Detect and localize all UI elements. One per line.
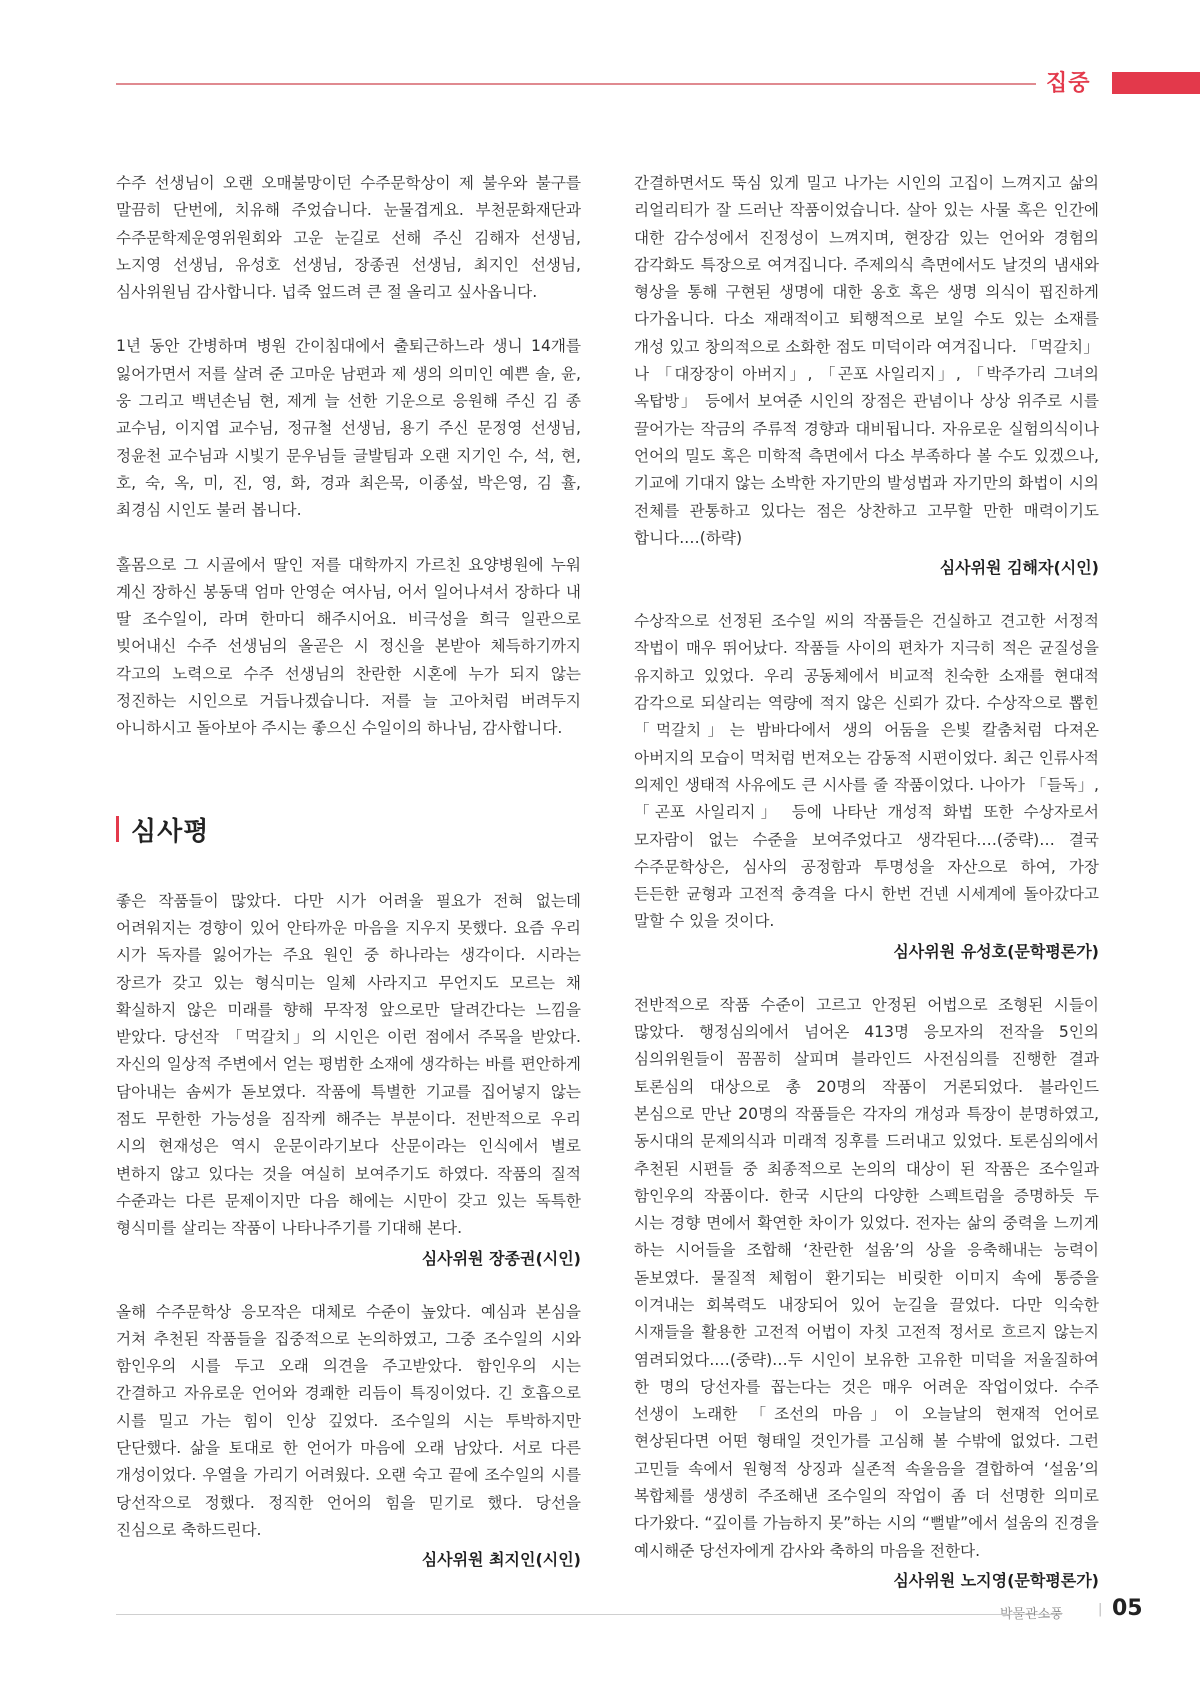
heading-accent-bar xyxy=(116,816,119,842)
review-text-yoo: 수상작으로 선정된 조수일 씨의 작품들은 건실하고 견고한 서정적 작법이 매우 뛰어났다. 작품들 사이의 편차가 지극히 적은 균질성을 유지하고 있었다. 우리 공동체에서 비교적 친숙한 소재를 현대적 감각으로 되살리는 역량에 적지 않은 신뢰가 갔다. 수상작으로 뽑힌 「먹갈치」는 밤바다에서 생의 어둠을 은빛 칼춤처럼 다져온 아버지의 모습이 먹처럼 번져오는 감동적 시편이었다. 최근 인류사적 의제인 생태적 사유에도 큰 시사를 줄 작품이었다. 나아가 「들독」, 「곤포 사일리지」 등에 나타난 개성적 화법 또한 수상자로서 모자람이 없는 수준을 보여주었다고 생각된다.…(중략)… 결국 수주문학상은, 심사의 공정함과 투명성을 자산으로 하여, 가장 든든한 균형과 고전적 충격을 다시 한번 건넨 시세계에 돌아갔다고 말할 수 있을 것이다. xyxy=(634,612,1099,931)
review-heading-title: 심사평 xyxy=(131,816,210,847)
acceptance-paragraph-2: 1년 동안 간병하며 병원 간이침대에서 출퇴근하느라 생니 14개를 잃어가면서 저를 살려 준 고마운 남편과 제 생의 의미인 예쁜 솔, 윤, 웅 그리고 백년손님 현, 제게 늘 선한 기운으로 응원해 주신 김 종 교수님, 이지엽 교수님, 정규철 선생님, 용기 주신 문정영 선생님, 정윤천 교수님과 시빛기 문우님들 글발팀과 오랜 지기인 수, 석, 현, 호, 숙, 옥, 미, 진, 영, 화, 경과 최은묵, 이종섶, 박은영, 김 휼, 최경심 시인도 불러 봅니다. xyxy=(116,337,581,520)
footer-rule xyxy=(116,1614,1062,1615)
review-text-kim: 간결하면서도 뚝심 있게 밀고 나가는 시인의 고집이 느껴지고 삶의 리얼리티가 잘 드러난 작품이었습니다. 살아 있는 사물 혹은 인간에 대한 감수성에서 진정성이 느껴지며, 현장감 있는 언어와 경험의 감각화도 특장으로 여겨집니다. 주제의식 측면에서도 날것의 냄새와 형상을 통해 구현된 생명에 대한 옹호 혹은 생명 의식이 핍진하게 다가옵니다. 다소 재래적이고 퇴행적으로 보일 수도 있는 소재를 개성 있고 창의적으로 소화한 점도 미덕이라 여겨집니다. 「먹갈치」나 「대장장이 아버지」, 「곤포 사일리지」, 「박주가리 그녀의 옥탑방」 등에서 보여준 시인의 장점은 관념이나 상상 위주로 시를 끌어가는 작금의 주류적 경향과 대비됩니다. 자유로운 실험의식이나 언어의 밀도 혹은 미학적 측면에서 다소 부족하다 볼 수도 있겠으나, 기교에 기대지 않는 소박한 자기만의 발성법과 자기만의 화법이 시의 전체를 관통하고 있다는 점은 상찬하고 고무할 만한 매력이기도 합니다.…(하략) xyxy=(634,174,1099,547)
footer-magazine-name: 박물관소풍 xyxy=(1000,1607,1063,1622)
review-heading xyxy=(116,811,581,848)
right-column xyxy=(634,170,1099,1594)
review-text-choi: 올해 수주문학상 응모작은 대체로 수준이 높았다. 예심과 본심을 거쳐 추천된 작품들을 집중적으로 논의하였고, 그중 조수일의 시와 함인우의 시를 두고 오래 의견을 주고받았다. 함인우의 시는 간결하고 자유로운 언어와 경쾌한 리듬이 특징이었다. 긴 호흡으로 시를 밀고 가는 힘이 인상 깊었다. 조수일의 시는 투박하지만 단단했다. 삶을 토대로 한 언어가 마음에 오래 남았다. 서로 다른 개성이었다. 우열을 가리기 어려웠다. 오랜 숙고 끝에 조수일의 시를 당선작으로 정했다. 정직한 언어의 힘을 믿기로 했다. 당선을 진심으로 축하드린다. xyxy=(116,1302,581,1539)
acceptance-paragraph-1: 수주 선생님이 오랜 오매불망이던 수주문학상이 제 불우와 불구를 말끔히 단번에, 치유해 주었습니다. 눈물겹게요. 부천문화재단과 수주문학제운영위원회와 고운 눈길로 선해 주신 김해자 선생님, 노지영 선생님, 유성호 선생님, 장종권 선생님, 최지인 선생님, 심사위원님 감사합니다. 넙죽 엎드려 큰 절 올리고 싶사옵니다. xyxy=(116,174,581,302)
review-text-noh: 전반적으로 작품 수준이 고르고 안정된 어법으로 조형된 시들이 많았다. 행정심의에서 넘어온 413명 응모자의 전작을 5인의 심의위원들이 꼼꼼히 살피며 블라인드 사전심의를 진행한 결과 토론심의 대상으로 총 20명의 작품이 거론되었다. 블라인드 본심으로 만난 20명의 작품들은 각자의 개성과 특장이 분명하였고, 동시대의 문제의식과 미래적 징후를 드러내고 있었다. 토론심의에서 추천된 시편들 중 최종적으로 논의의 대상이 된 작품은 조수일과 함인우의 작품이다. 한국 시단의 다양한 스펙트럼을 증명하듯 두 시는 경향 면에서 확연한 차이가 있었다. 전자는 삶의 중력을 느끼게 하는 시어들을 조합해 ‘찬란한 설움’의 상을 응축해내는 능력이 돋보였다. 물질적 체험이 환기되는 비릿한 이미지 속에 통증을 이겨내는 회복력도 내장되어 있어 눈길을 끌었다. 다만 익숙한 시재들을 활용한 고전적 어법이 자칫 고전적 정서로 흐르지 않는지 염려되었다.…(중략)…두 시인이 보유한 고유한 미덕을 저울질하여 한 명의 당선자를 꼽는다는 것은 매우 어려운 작업이었다. 수주 선생이 노래한 「조선의 마음」이 오늘날의 현재적 언어로 현상된다면 어떤 형태일 것인가를 고심해 볼 수밖에 없었다. 그런 고민들 속에서 원형적 상징과 실존적 속울음을 결합하여 ‘설움’의 복합체를 생생히 주조해낸 조수일의 작업이 좀 더 선명한 의미로 다가왔다. “깊이를 가늠하지 못”하는 시의 “뻘밭”에서 설움의 진경을 예시해준 당선자에게 감사와 축하의 마음을 전한다. xyxy=(634,995,1099,1560)
section-label: 집중 xyxy=(1046,71,1091,96)
review-signature-noh: 심사위원 노지영(문학평론가) xyxy=(893,1570,1099,1590)
review-signature-choi: 심사위원 최지인(시인) xyxy=(421,1550,581,1570)
review-signature-kim: 심사위원 김해자(시인) xyxy=(939,558,1099,578)
review-text-jang: 좋은 작품들이 많았다. 다만 시가 어려울 필요가 전혀 없는데 어려워지는 경향이 있어 안타까운 마음을 지우지 못했다. 요즘 우리 시가 독자를 잃어가는 주요 원인 중 하나라는 생각이다. 시라는 장르가 갖고 있는 형식미는 일체 사라지고 무언지도 모르는 채 확실하지 않은 미래를 향해 무작정 앞으로만 달려간다는 느낌을 받았다. 당선작 「먹갈치」의 시인은 이런 점에서 주목을 받았다. 자신의 일상적 주변에서 얻는 평범한 소재에 생각하는 바를 편안하게 담아내는 솜씨가 돋보였다. 작품에 특별한 기교를 집어넣지 않는 점도 무한한 가능성을 짐작케 해주는 부분이다. 전반적으로 우리 시의 현재성은 역시 운문이라기보다 산문이라는 인식에서 별로 변하지 않고 있다는 것을 여실히 보여주기도 하였다. 작품의 질적 수준과는 다른 문제이지만 다음 해에는 시만이 갖고 있는 독특한 형식미를 살리는 작품이 나타나주기를 기대해 본다. xyxy=(116,891,581,1238)
acceptance-paragraph-3: 홀몸으로 그 시골에서 딸인 저를 대학까지 가르친 요양병원에 누워 계신 장하신 봉동댁 엄마 안영순 여사님, 어서 일어나셔서 장하다 내 딸 조수일이, 라며 한마디 해주시어요. 비극성을 희극 일관으로 빚어내신 수주 선생님의 올곧은 시 정신을 본받아 체득하기까지 각고의 노력으로 수주 선생님의 찬란한 시혼에 누가 되지 않는 정진하는 시인으로 거듭나겠습니다. 저를 늘 고아처럼 버려두지 아니하시고 돌아보아 주시는 좋으신 수일이의 하나님, 감사합니다. xyxy=(116,555,581,738)
footer-separator: | xyxy=(1098,1602,1103,1617)
header-rule xyxy=(116,83,1036,85)
left-column xyxy=(116,170,581,1573)
review-signature-yoo: 심사위원 유성호(문학평론가) xyxy=(893,941,1099,961)
header-accent-bar xyxy=(1112,72,1200,94)
review-signature-jang: 심사위원 장종권(시인) xyxy=(421,1248,581,1268)
page-number: 05 xyxy=(1112,1596,1143,1621)
